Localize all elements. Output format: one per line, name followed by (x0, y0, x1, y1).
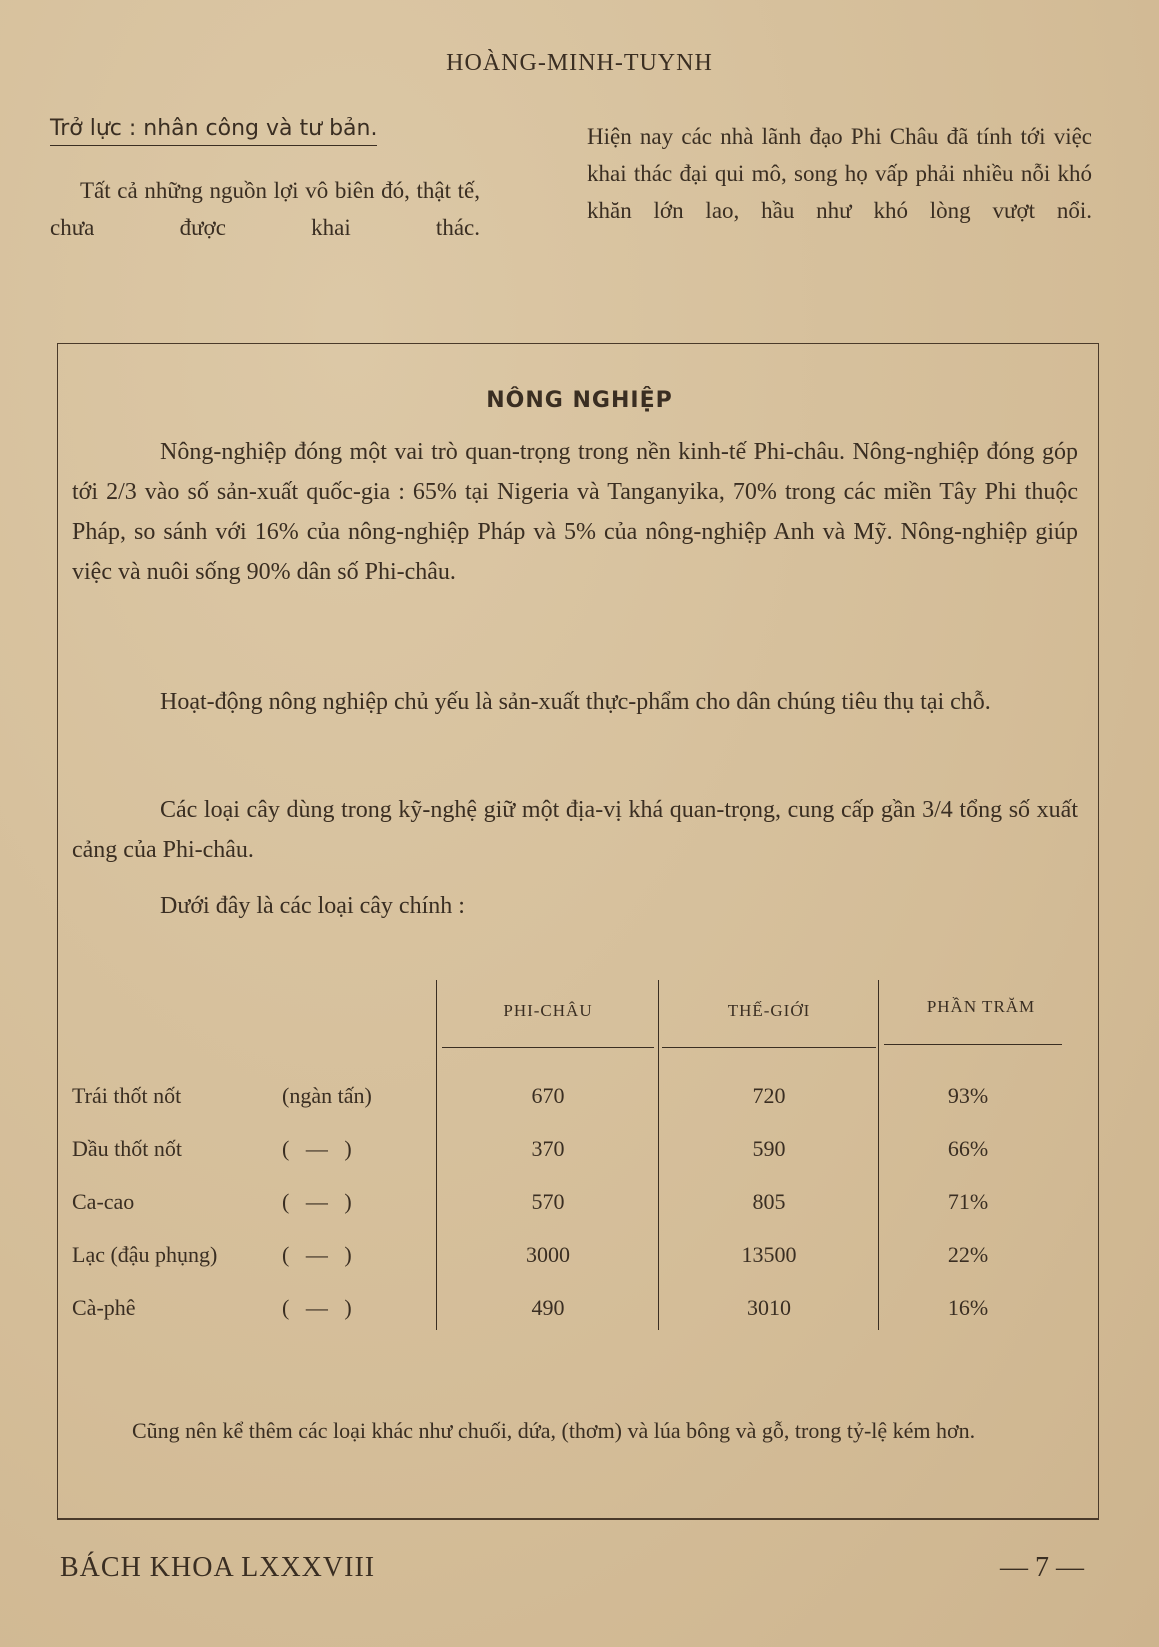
header-rule (442, 1047, 654, 1048)
table-row (72, 1136, 1078, 1189)
header-rule (884, 1044, 1062, 1045)
box-paragraph-1: Nông-nghiệp đóng một vai trò quan-trọng trong nền kinh-tế Phi-châu. Nông-nghiệp đóng góp tới 2/3 vào số sản-xuất quốc-gia : 65% tại Nigeria và Tanganyika, 70% trong các miền Tây Phi thuộc Pháp, so sánh với 16% của nông-nghiệp Pháp và 5% của nông-nghiệp Anh và Mỹ. Nông-nghiệp giúp việc và nuôi sống 90% dân số Phi-châu. (72, 439, 1078, 585)
box-paragraph-3: Các loại cây dùng trong kỹ-nghệ giữ một địa-vị khá quan-trọng, cung cấp gần 3/4 tổng số xuất cảng của Phi-châu. (72, 797, 1078, 863)
page-number: — 7 — (1000, 1552, 1084, 1583)
crop-name: Trái thốt nốt (72, 1083, 182, 1108)
intro-left-column (50, 116, 480, 246)
section-subheading: Trở lực : nhân công và tư bản. (50, 116, 377, 146)
column-header-percent: PHẦN TRĂM (926, 997, 1036, 1016)
intro-left-text: Tất cả những nguồn lợi vô biên đó, thật tế, chưa được khai thác. (50, 178, 480, 240)
header-rule (662, 1047, 876, 1048)
crop-unit: (ngàn tấn) (282, 1083, 372, 1108)
percent-value: 71% (947, 1189, 989, 1214)
percent-value: 16% (947, 1295, 989, 1320)
box-paragraph-2: Hoạt-động nông nghiệp chủ yếu là sản-xuất thực-phẩm cho dân chúng tiêu thụ tại chỗ. (160, 689, 991, 715)
crop-name: Cà-phê (72, 1295, 136, 1320)
intro-right-text: Hiện nay các nhà lãnh đạo Phi Châu đã tính tới việc khai thác đại qui mô, song họ vấp phải nhiều nỗi khó khăn lớn lao, hầu như khó lòng vượt nổi. (587, 124, 1092, 223)
africa-value: 570 (531, 1189, 565, 1214)
africa-value: 3000 (526, 1242, 570, 1267)
table-row (72, 1189, 1078, 1242)
table-row (72, 1295, 1078, 1348)
africa-value: 670 (531, 1083, 565, 1108)
intro-right-column (587, 118, 1092, 229)
column-header-world: THẾ-GIỚI (727, 1001, 811, 1020)
column-header-africa: PHI-CHÂU (503, 1001, 593, 1020)
world-value: 590 (752, 1136, 786, 1161)
publication-name: BÁCH KHOA LXXXVIII (60, 1552, 376, 1583)
crop-name: Ca-cao (72, 1189, 135, 1214)
table-row (72, 1242, 1078, 1295)
table-row (72, 1083, 1078, 1136)
world-value: 13500 (741, 1242, 797, 1267)
crop-unit: ( — ) (282, 1136, 352, 1161)
running-header: HOÀNG-MINH-TUYNH (446, 50, 713, 76)
crop-unit: ( — ) (282, 1189, 352, 1214)
crop-unit: ( — ) (282, 1242, 352, 1267)
africa-value: 370 (531, 1136, 565, 1161)
crop-name: Lạc (đậu phụng) (72, 1242, 218, 1267)
percent-value: 66% (947, 1136, 989, 1161)
box-title: NÔNG NGHIỆP (486, 388, 673, 413)
percent-value: 93% (947, 1083, 989, 1108)
box-paragraph-4: Dưới đây là các loại cây chính : (160, 893, 465, 919)
percent-value: 22% (947, 1242, 989, 1267)
world-value: 3010 (747, 1295, 791, 1320)
crop-table (72, 985, 1078, 1345)
world-value: 720 (752, 1083, 786, 1108)
africa-value: 490 (531, 1295, 565, 1320)
world-value: 805 (752, 1189, 786, 1214)
crop-name: Dầu thốt nốt (72, 1136, 182, 1161)
crop-unit: ( — ) (282, 1295, 352, 1320)
box-closing-paragraph: Cũng nên kể thêm các loại khác như chuối, dứa, (thơm) và lúa bông và gỗ, trong tỷ-lệ kém hơn. (132, 1418, 976, 1443)
